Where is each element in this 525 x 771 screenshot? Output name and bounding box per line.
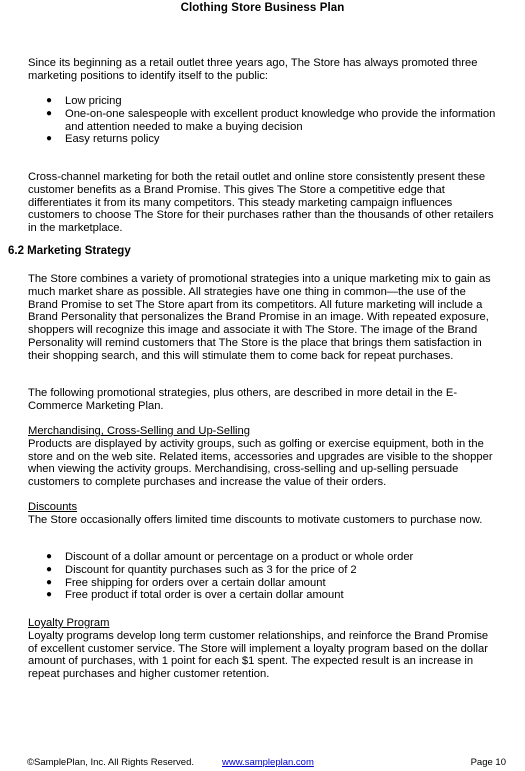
- intro-closing: Cross-channel marketing for both the retail outlet and online store consistently present these customer benefits as a Brand Promise. This gives The Store a competitive edge that differentiates it from its many competitors. This steady marketing campaign influences customers to choose The Store for their purchases rather than the thousands of other retailers in the marketplace.: [28, 171, 494, 235]
- copyright-text: ©SamplePlan, Inc. All Rights Reserved.: [27, 757, 194, 768]
- discounts-bullet-list: [28, 551, 496, 602]
- discounts-block: [28, 501, 496, 527]
- bullet-icon: ●: [46, 133, 53, 145]
- strategy-paragraph-2: The following promotional strategies, plus others, are described in more detail in the E-Commerce Marketing Plan.: [28, 387, 458, 412]
- loyalty-body: Loyalty programs develop long term customer relationships, and reinforce the Brand Promise of excellent customer service. The Store will implement a loyalty program based on the dollar amount of purchases, with 1 point for each $1 spent. The expected result is an increase in repeat purchases and higher customer retention.: [28, 629, 489, 681]
- list-item: ● Easy returns policy: [46, 133, 160, 146]
- merchandising-title: Merchandising, Cross-Selling and Up-Selling: [28, 425, 250, 437]
- bullet-icon: ●: [46, 107, 53, 119]
- website-link[interactable]: www.sampleplan.com: [222, 757, 314, 768]
- loyalty-title: Loyalty Program: [28, 617, 110, 629]
- bullet-icon: ●: [46, 551, 53, 562]
- page-title: Clothing Store Business Plan: [180, 2, 345, 14]
- merchandising-body: Products are displayed by activity groups, such as golfing or exercise equipment, both in the store and on the web site. Related items, accessories and upgrades are visible to the shopper when viewing the activity groups. Merchandising, cross-selling and up-selling persuade customers to complete purchases and increase the value of their orders.: [28, 437, 493, 489]
- strategy-paragraph-1: The Store combines a variety of promotional strategies into a unique marketing mix to gain as much market share as possible. All strategies have one thing in common—the use of the Brand Promise to set The Store apart from its competitors. All future marketing will include a Brand Personality that personalizes the Brand Promise in an image. With repeated exposure, shoppers will recognize this image and associate it with The Store. The image of the Brand Personality will remind customers that The Store is the place that brings them satisfaction in their shopping search, and this will stimulate them to come back for repeat purchases.: [28, 273, 491, 362]
- bullet-icon: ●: [46, 563, 53, 575]
- loyalty-block: [28, 617, 496, 681]
- list-item: ● Discount for quantity purchases such as 3 for the price of 2: [46, 563, 357, 576]
- list-item: ● One-on-one salespeople with excellent product knowledge who provide the information and attention needed to make a buying decision: [46, 107, 496, 133]
- list-item: ● Free shipping for orders over a certain dollar amount: [46, 576, 326, 589]
- list-item: ● Low pricing: [46, 95, 122, 107]
- bullet-icon: ●: [46, 95, 53, 106]
- discounts-body: The Store occasionally offers limited time discounts to motivate customers to purchase now.: [28, 513, 483, 526]
- intro-paragraph: [28, 57, 496, 83]
- bullet-icon: ●: [46, 589, 53, 601]
- list-item: ● Discount of a dollar amount or percentage on a product or whole order: [46, 551, 414, 563]
- intro-text: Since its beginning as a retail outlet three years ago, The Store has always promoted three marketing positions to identify itself to the public:: [28, 57, 478, 82]
- merchandising-block: [28, 425, 496, 489]
- bullet-icon: ●: [46, 576, 53, 588]
- discounts-title: Discounts: [28, 501, 78, 513]
- intro-bullet-list: [28, 95, 496, 146]
- section-heading: 6.2 Marketing Strategy: [8, 245, 131, 257]
- list-item: ● Free product if total order is over a certain dollar amount: [46, 589, 344, 602]
- page-number: Page 10: [470, 757, 506, 768]
